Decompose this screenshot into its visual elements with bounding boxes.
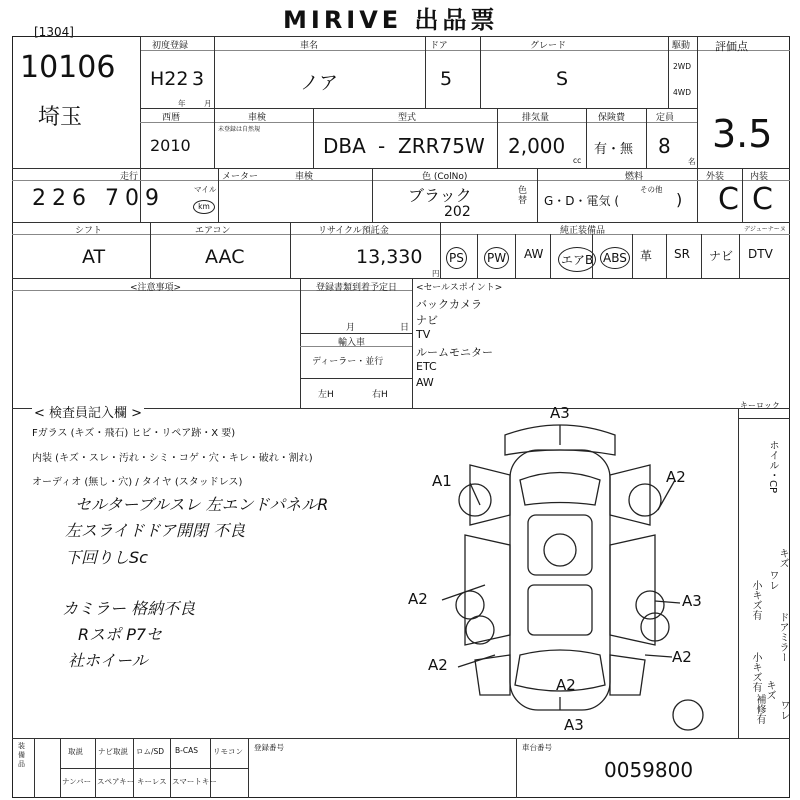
side-legend-text: ワレ <box>778 700 789 720</box>
score-value: 3.5 <box>712 112 773 156</box>
side-legend-text: 小キズ有 <box>750 652 761 692</box>
label-model: 型式 <box>398 113 417 123</box>
fuel-options: G・D・電気 ( <box>544 194 620 208</box>
color-number: 202 <box>444 204 471 220</box>
label-capacity: 定員 <box>656 113 675 123</box>
side-legend-text: 小キズ有 <box>750 580 761 620</box>
digit-6: 9 <box>145 186 165 211</box>
interior-grade: C <box>752 182 773 217</box>
fuel-close: ) <box>676 190 683 209</box>
label-meter: メーター <box>222 172 259 182</box>
dealer-option: ディーラー・並行 <box>312 357 384 367</box>
color-value: ブラック <box>408 186 472 205</box>
model-dash: - <box>378 134 386 158</box>
label-sales-points: <セールスポイント> <box>416 283 503 293</box>
equip-DTV: DTV <box>748 247 773 261</box>
label-car-name: 車名 <box>300 41 319 51</box>
damage-code: A2 <box>666 468 686 486</box>
equip-エアB: エアB <box>558 247 596 272</box>
lh-option: 左H <box>318 390 334 400</box>
digit-3: 6 <box>72 186 92 211</box>
label-remote: リモコン <box>213 747 243 756</box>
label-exterior: 外装 <box>706 172 725 182</box>
drive-4wd: 4WD <box>673 88 691 97</box>
mile-unit: マイル <box>194 185 217 194</box>
label-equipment: 純正装備品 <box>560 226 606 236</box>
handwritten-note: 左スライドドア開閉 不良 <box>65 521 246 540</box>
equip-PW: PW <box>484 247 509 269</box>
km-unit: km <box>193 200 215 214</box>
digit-5: 0 <box>125 186 145 211</box>
label-month: 月 <box>346 323 356 333</box>
first-reg-year: H22 <box>150 68 189 90</box>
rh-option: 右H <box>372 390 388 400</box>
model-prefix: DBA <box>323 134 366 158</box>
sales-point-item: ETC <box>416 360 437 373</box>
damage-code: A2 <box>556 676 576 694</box>
damage-code: A3 <box>564 716 584 734</box>
label-seireki: 西暦 <box>162 113 181 123</box>
form-title: MIRIVE 出品票 <box>283 6 499 34</box>
label-drive: 駆動 <box>672 41 691 51</box>
fuel-other: その他 <box>640 185 663 194</box>
label-recycle: リサイクル預託金 <box>318 226 389 236</box>
cc-unit: cc <box>573 156 582 165</box>
handwritten-note: 社ホイール <box>68 651 148 670</box>
damage-code: A2 <box>672 648 692 666</box>
aircon-value: AAC <box>205 246 245 268</box>
label-mileage: 走行 <box>120 172 139 182</box>
drive-2wd: 2WD <box>673 62 691 71</box>
inspector-title: < 検査員記入欄 > <box>32 402 144 421</box>
label-day: 日 <box>400 323 410 333</box>
label-bcas: B-CAS <box>175 746 198 755</box>
digit-1: 2 <box>32 186 52 211</box>
door-value: 5 <box>440 68 453 90</box>
grade-value: S <box>556 68 569 90</box>
damage-code: A3 <box>550 404 570 422</box>
handwritten-note: Rスポ P7セ <box>78 625 163 644</box>
equip-SR: SR <box>674 247 690 261</box>
label-keyless: キーレス <box>137 777 167 786</box>
label-navi-manual: ナビ取説 <box>98 747 128 756</box>
label-chassis: 車台番号 <box>522 743 552 752</box>
side-legend-text: ホイル・CP <box>767 440 778 494</box>
label-spare-key: スペアキー <box>97 777 135 786</box>
chassis-number: 0059800 <box>604 758 694 782</box>
label-notes: <注意事項> <box>130 283 182 293</box>
damage-code: A1 <box>432 472 452 490</box>
side-legend-text: 補修有 <box>754 694 765 724</box>
label-door: ドア <box>430 41 448 51</box>
mileage-digits <box>32 186 165 211</box>
label-manual: 取説 <box>68 747 83 756</box>
label-maker: 装備品 <box>18 742 25 768</box>
inspector-line-audio: オーディオ (無し・穴) / タイヤ (スタッドレス) <box>32 477 243 488</box>
label-fuel: 燃料 <box>625 172 644 182</box>
tax-options: 有・無 <box>594 142 634 157</box>
prefecture: 埼玉 <box>38 105 83 130</box>
equip-AW: AW <box>524 247 544 261</box>
damage-code: A2 <box>428 656 448 674</box>
handwritten-note: カミラー 格納不良 <box>62 599 196 618</box>
car-name-value: ノア <box>300 72 339 94</box>
label-shift: シフト <box>75 226 103 236</box>
damage-code: A2 <box>408 590 428 608</box>
damage-code: A3 <box>682 592 702 610</box>
capacity-value: 8 <box>658 134 671 158</box>
label-smart-key: スマートキー <box>172 777 217 786</box>
lot-number: 10106 <box>20 50 116 85</box>
sales-point-item: ナビ <box>416 314 438 327</box>
label-seating: 保険費 <box>598 113 626 123</box>
side-legend-text: ドアミラー <box>777 612 788 662</box>
digit-2: 2 <box>52 186 72 211</box>
equip-PS: PS <box>446 247 467 269</box>
side-legend-text: キズ <box>777 548 788 568</box>
equip-ABS: ABS <box>600 247 630 269</box>
handwritten-note: セルターブルスレ 左エンドパネルR <box>75 495 329 514</box>
inspector-line-interior: 内装 (キズ・スレ・汚れ・シミ・コゲ・穴・キレ・破れ・割れ) <box>32 453 313 464</box>
label-color: 色 (ColNo) <box>422 172 468 182</box>
label-displacement: 排気量 <box>522 113 550 123</box>
digit-4: 7 <box>105 186 125 211</box>
label-keylock: キーロック <box>740 401 780 410</box>
label-inspection-note: 未登録は自然規 <box>218 126 261 133</box>
lot-bracket: [1304] <box>34 25 74 39</box>
side-legend-text: キズ <box>764 680 775 700</box>
label-reg-number: 登録番号 <box>254 743 284 752</box>
sales-point-item: バックカメラ <box>416 298 482 311</box>
model-code: ZRR75W <box>398 134 485 158</box>
label-first-reg: 初度登録 <box>152 41 189 51</box>
label-score: 評価点 <box>715 40 748 53</box>
label-import: 輸入車 <box>338 338 366 348</box>
inspector-line-glass: Fガラス (キズ・飛石) ヒビ・リペア跡・X 要) <box>32 428 236 439</box>
label-interior: 内装 <box>750 172 769 182</box>
side-legend-text: ワレ <box>767 570 778 590</box>
year-unit: 年 <box>178 99 186 108</box>
displacement-value: 2,000 <box>508 134 566 158</box>
equip-革: 革 <box>640 249 653 263</box>
capacity-unit: 名 <box>688 157 696 166</box>
color-change: 色替 <box>518 186 528 206</box>
label-grade: グレード <box>530 41 567 51</box>
seireki-value: 2010 <box>150 136 191 155</box>
handwritten-note: 下回りしSc <box>65 548 148 567</box>
yen-unit: 円 <box>432 269 440 278</box>
recycle-value: 13,330 <box>356 246 423 268</box>
label-reg-deadline: 登録書類到着予定日 <box>316 283 398 293</box>
exterior-grade: C <box>718 182 739 217</box>
equip-ナビ: ナビ <box>709 249 734 263</box>
month-unit: 月 <box>204 99 212 108</box>
shift-value: AT <box>82 246 106 268</box>
sales-point-item: ルームモニター <box>416 346 493 359</box>
sales-point-item: AW <box>416 376 434 389</box>
label-dtv-tuner: デジューナーヌ <box>744 226 786 233</box>
label-aircon: エアコン <box>195 226 231 236</box>
label-rom: ロム/SD <box>136 747 165 756</box>
sales-point-item: TV <box>416 328 431 341</box>
label-number-plate: ナンバー <box>62 777 92 786</box>
first-reg-month: 3 <box>192 68 205 90</box>
label-inspection: 車検 <box>248 113 267 123</box>
label-inspection2: 車検 <box>295 172 314 182</box>
